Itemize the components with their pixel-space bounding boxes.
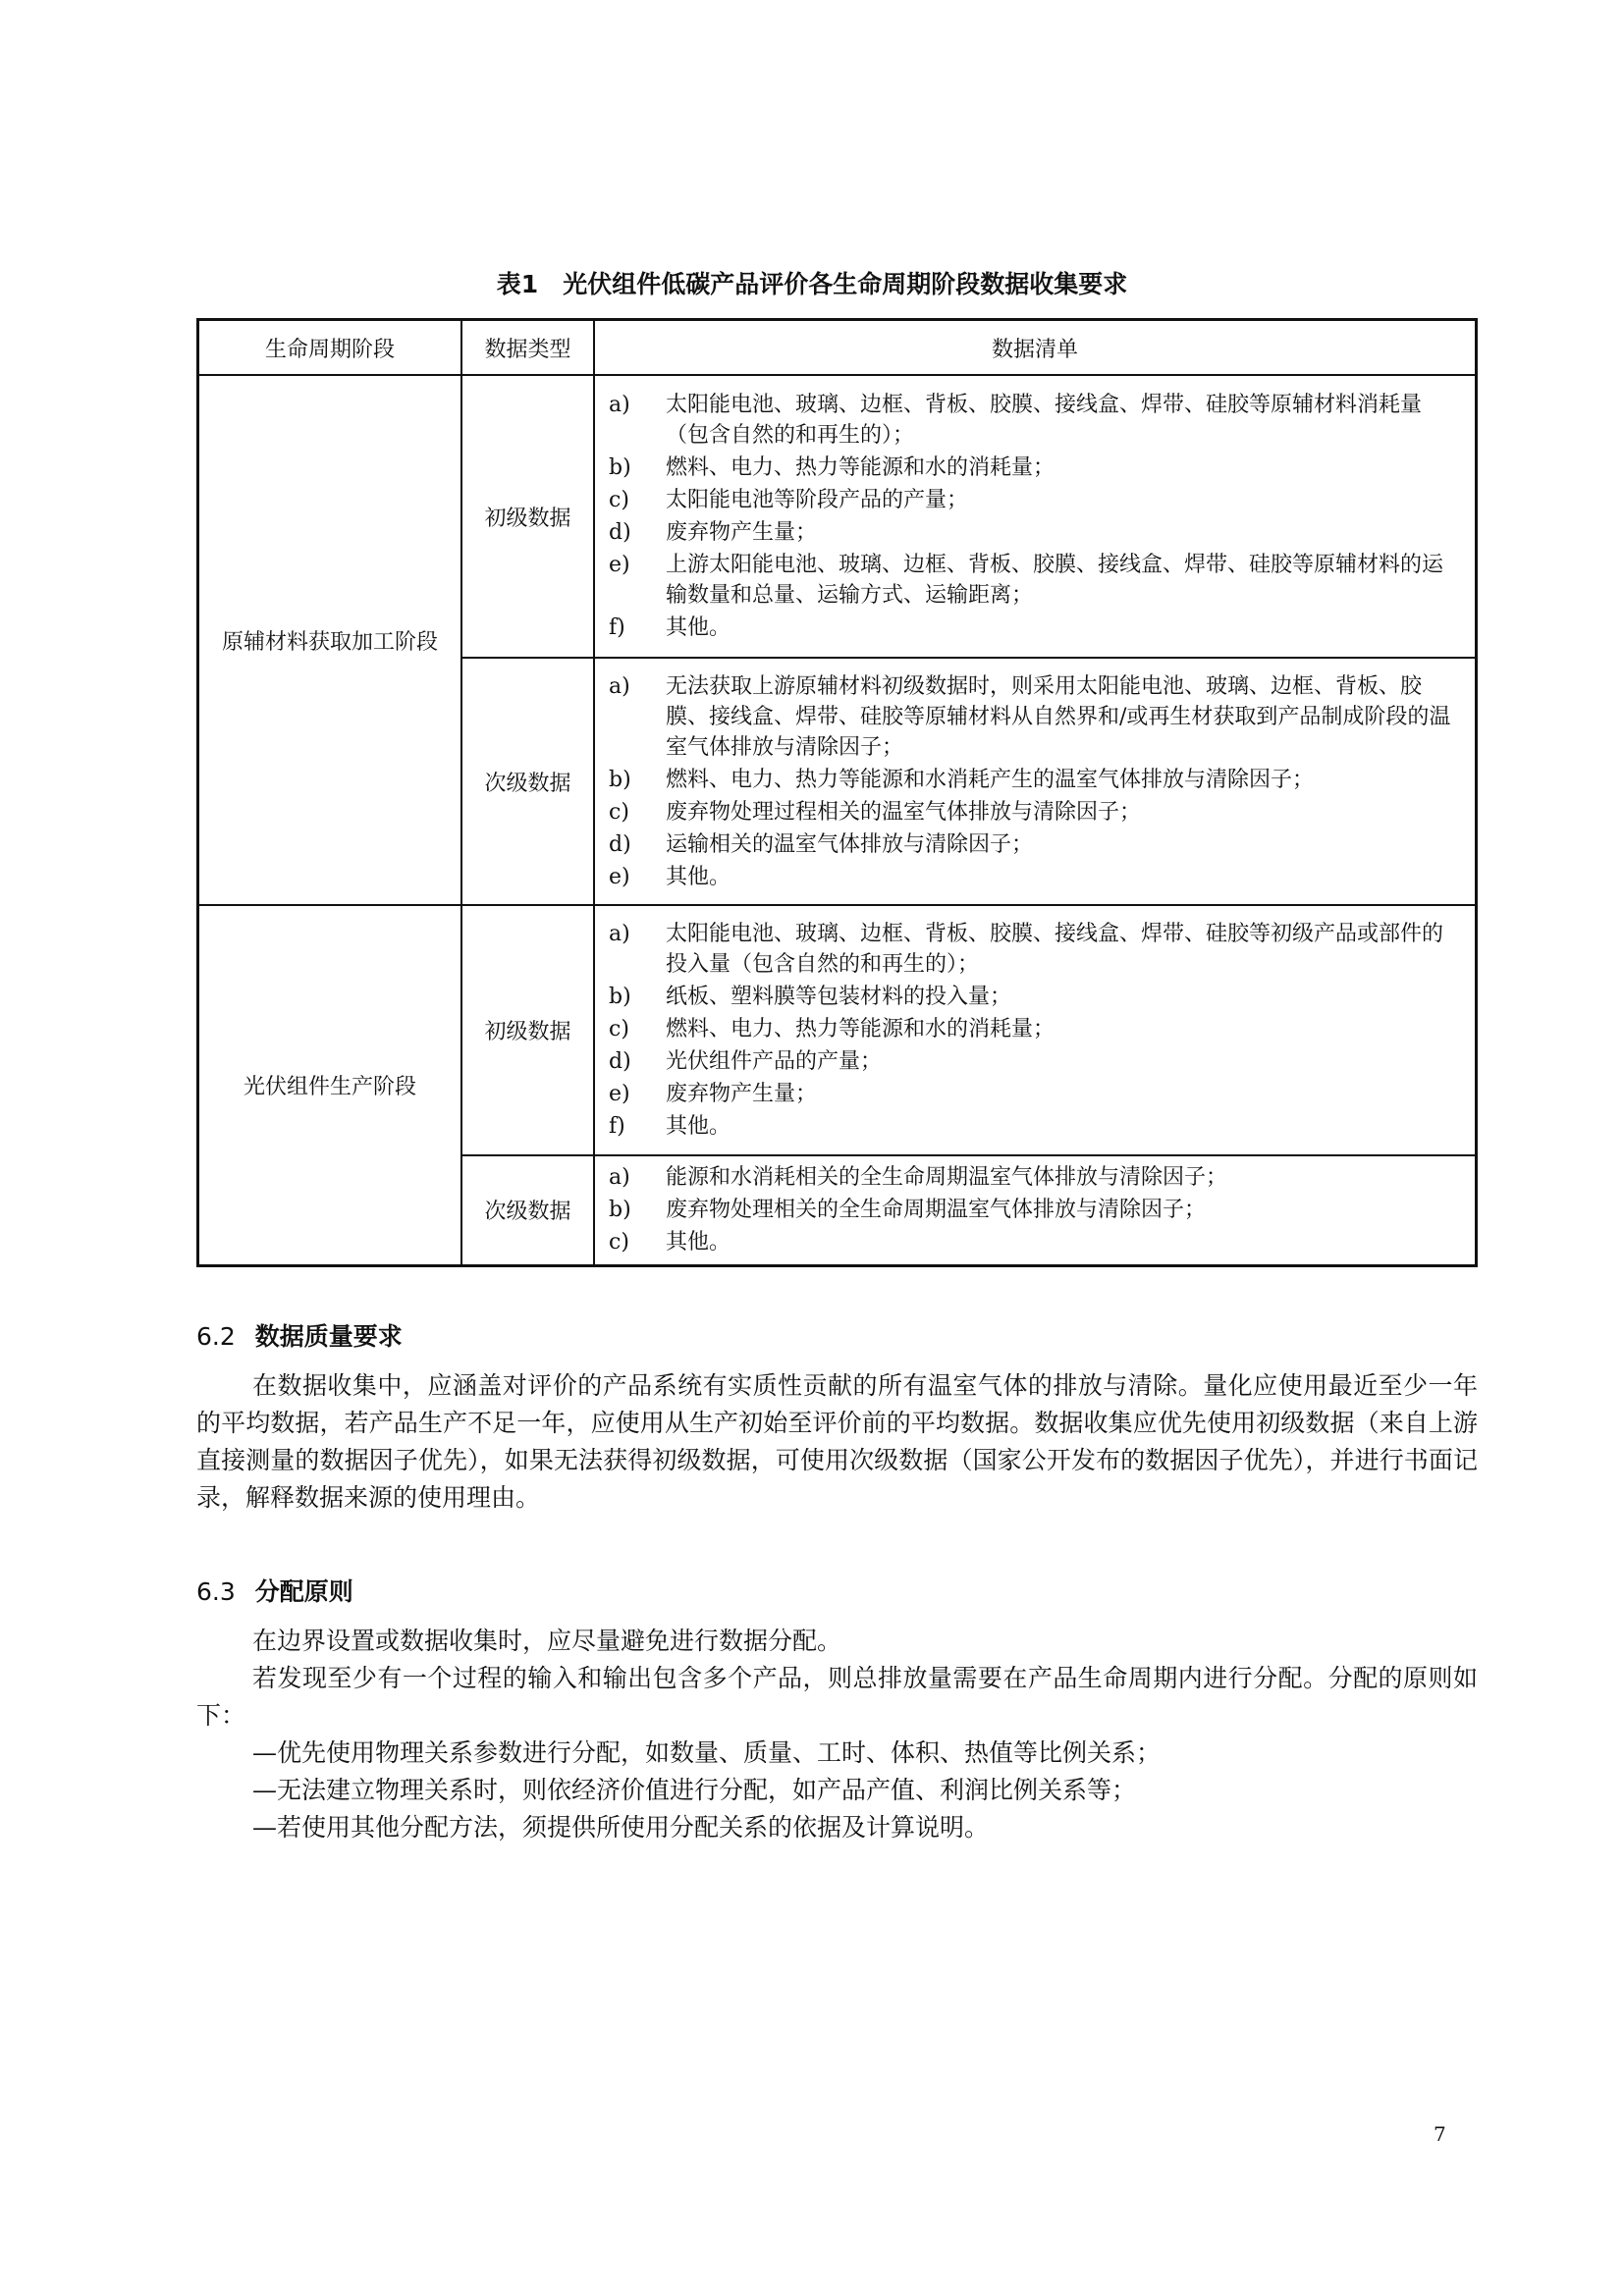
data-type-cell: 初级数据	[461, 905, 594, 1155]
list-item	[609, 671, 1463, 763]
item-label: c)	[609, 799, 629, 825]
data-list-cell	[594, 375, 1477, 658]
item-label: a)	[609, 673, 630, 699]
data-type-cell: 初级数据	[461, 375, 594, 658]
item-label: b)	[609, 767, 631, 792]
table-row	[198, 905, 1477, 1155]
paragraph: 在数据收集中，应涵盖对评价的产品系统有实质性贡献的所有温室气体的排放与清除。量化应使用最近至少一年的平均数据，若产品生产不足一年，应使用从生产初始至评价前的平均数据。数据收集应优先使用初级数据（来自上游直接测量的数据因子优先），如果无法获得初级数据，可使用次级数据（国家公开发布的数据因子优先），并进行书面记录，解释数据来源的使用理由。	[196, 1371, 1478, 1512]
item-text: 废弃物处理相关的全生命周期温室气体排放与清除因子；	[666, 1198, 1207, 1223]
list-item	[609, 829, 1463, 860]
item-label: a)	[609, 1165, 630, 1191]
header-type: 数据类型	[461, 320, 594, 376]
section-number: 6.3	[196, 1577, 236, 1606]
paragraph: 在边界设置或数据收集时，应尽量避免进行数据分配。	[252, 1627, 842, 1655]
section-title: 数据质量要求	[254, 1322, 403, 1351]
page-number: 7	[1434, 2122, 1446, 2146]
item-text: 光伏组件产品的产量；	[666, 1049, 883, 1074]
item-text: 其他。	[666, 615, 731, 640]
stage-cell: 原辅材料获取加工阶段	[198, 375, 462, 905]
item-label: b)	[609, 985, 631, 1009]
item-label: e)	[609, 553, 630, 577]
dash-item: —若使用其他分配方法，须提供所使用分配关系的依据及计算说明。	[252, 1813, 990, 1842]
item-text: 太阳能电池、玻璃、边框、背板、胶膜、接线盒、焊带、硅胶等初级产品或部件的投入量（包含自然的和再生的）；	[666, 922, 1444, 977]
data-collection-table	[196, 318, 1478, 1267]
data-list-cell	[594, 658, 1477, 905]
list-item	[609, 919, 1463, 980]
item-label: f)	[609, 615, 625, 640]
item-label: c)	[609, 1230, 629, 1255]
dash-item: —优先使用物理关系参数进行分配，如数量、质量、工时、体积、热值等比例关系；	[252, 1738, 1162, 1767]
item-label: e)	[609, 864, 630, 889]
table-header-row	[198, 320, 1477, 376]
list-item	[609, 613, 1463, 643]
item-label: b)	[609, 1198, 631, 1223]
list-item	[609, 390, 1463, 451]
item-text: 上游太阳能电池、玻璃、边框、背板、胶膜、接线盒、焊带、硅胶等原辅材料的运输数量和总量、运输方式、运输距离；	[666, 553, 1444, 608]
section-6-2-heading	[196, 1317, 403, 1353]
list-item	[609, 1111, 1463, 1142]
list-item	[609, 1162, 1463, 1193]
list-item	[609, 1046, 1463, 1077]
item-label: e)	[609, 1082, 630, 1106]
item-label: a)	[609, 922, 630, 946]
item-text: 燃料、电力、热力等能源和水消耗产生的温室气体排放与清除因子；	[666, 767, 1315, 792]
item-label: d)	[609, 831, 631, 857]
dash-item: —无法建立物理关系时，则依经济价值进行分配，如产品产值、利润比例关系等；	[252, 1776, 1137, 1804]
item-text: 纸板、塑料膜等包装材料的投入量；	[666, 985, 1012, 1009]
list-item	[609, 1014, 1463, 1044]
section-6-3-body	[196, 1623, 1478, 1846]
data-list-cell	[594, 1155, 1477, 1265]
section-title: 分配原则	[254, 1577, 353, 1606]
item-text: 燃料、电力、热力等能源和水的消耗量；	[666, 455, 1056, 480]
data-type-cell: 次级数据	[461, 658, 594, 905]
item-label: d)	[609, 1049, 631, 1074]
item-label: a)	[609, 393, 630, 417]
header-list: 数据清单	[594, 320, 1477, 376]
item-label: c)	[609, 1017, 629, 1041]
item-label: d)	[609, 520, 631, 545]
list-item	[609, 797, 1463, 828]
item-text: 废弃物产生量；	[666, 520, 818, 545]
item-label: c)	[609, 488, 629, 512]
item-text: 能源和水消耗相关的全生命周期温室气体排放与清除因子；	[666, 1165, 1228, 1191]
item-text: 废弃物产生量；	[666, 1082, 818, 1106]
item-text: 其他。	[666, 1230, 731, 1255]
paragraph: 若发现至少有一个过程的输入和输出包含多个产品，则总排放量需要在产品生命周期内进行分配。分配的原则如下：	[196, 1664, 1478, 1730]
list-item	[609, 982, 1463, 1012]
item-text: 无法获取上游原辅材料初级数据时，则采用太阳能电池、玻璃、边框、背板、胶膜、接线盒、焊带、硅胶等原辅材料从自然界和/或再生材获取到产品制成阶段的温室气体排放与清除因子；	[666, 673, 1451, 760]
table-row	[198, 375, 1477, 658]
item-text: 其他。	[666, 864, 731, 889]
list-item	[609, 453, 1463, 483]
section-number: 6.2	[196, 1322, 236, 1351]
item-text: 太阳能电池、玻璃、边框、背板、胶膜、接线盒、焊带、硅胶等原辅材料消耗量（包含自然的和再生的）；	[666, 393, 1423, 448]
item-label: b)	[609, 455, 631, 480]
table-title: 表1 光伏组件低碳产品评价各生命周期阶段数据收集要求	[496, 270, 1128, 298]
stage-cell: 光伏组件生产阶段	[198, 905, 462, 1265]
item-label: f)	[609, 1114, 625, 1139]
list-item	[609, 765, 1463, 795]
list-item	[609, 862, 1463, 892]
header-stage: 生命周期阶段	[198, 320, 462, 376]
list-item	[609, 485, 1463, 515]
list-item	[609, 1195, 1463, 1225]
list-item	[609, 1227, 1463, 1257]
item-text: 运输相关的温室气体排放与清除因子；	[666, 831, 1034, 857]
item-text: 其他。	[666, 1114, 731, 1139]
section-6-3-heading	[196, 1573, 353, 1608]
section-6-2-body	[196, 1367, 1478, 1517]
item-text: 燃料、电力、热力等能源和水的消耗量；	[666, 1017, 1056, 1041]
item-text: 废弃物处理过程相关的温室气体排放与清除因子；	[666, 799, 1142, 825]
list-item	[609, 550, 1463, 611]
list-item	[609, 517, 1463, 548]
data-type-cell: 次级数据	[461, 1155, 594, 1265]
list-item	[609, 1079, 1463, 1109]
data-list-cell	[594, 905, 1477, 1155]
item-text: 太阳能电池等阶段产品的产量；	[666, 488, 969, 512]
